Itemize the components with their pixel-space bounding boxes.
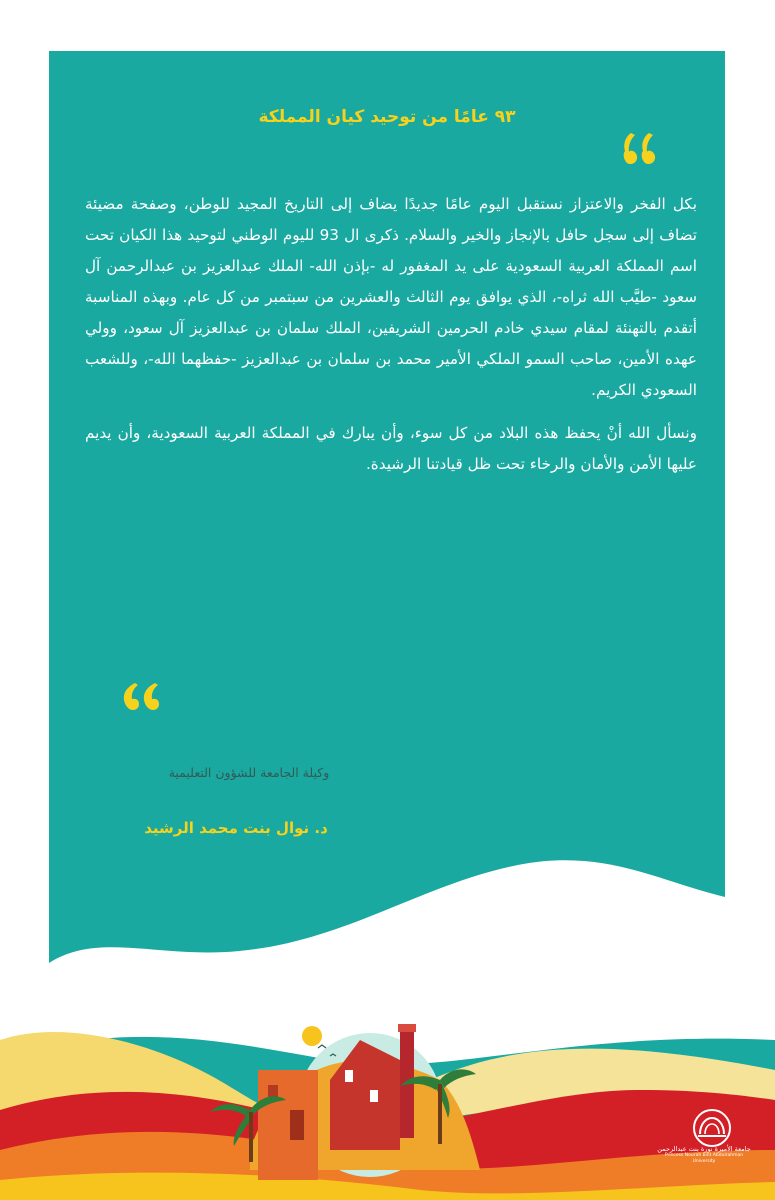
- page-title: ٩٣ عامًا من توحيد كيان المملكة: [258, 107, 516, 127]
- message-paragraph-2: ونسأل الله أنْ يحفظ هذه البلاد من كل سوء، وأن يبارك في المملكة العربية السعودية، وأن يديم عليها الأمن والأمان والرخاء تحت ظل قيادتنا الرشيدة.: [85, 424, 697, 473]
- opening-quote-icon: [619, 129, 669, 169]
- university-name-arabic: جامعة الأميرة نورة بنت عبدالرحمن: [657, 1145, 751, 1153]
- message-body: [85, 189, 697, 492]
- closing-quote-icon: [119, 679, 161, 715]
- message-paragraph-1: بكل الفخر والاعتزاز نستقبل اليوم عامًا جديدًا يضاف إلى التاريخ المجيد للوطن، وصفحة مضيئة تضاف إلى سجل حافل بالإنجاز والخير والسلام. ذكرى ال 93 لليوم الوطني لتوحيد هذا الكيان تحت اسم المملكة العربية السعودية على يد المغفور له -بإذن الله- الملك عبدالعزيز بن عبدالرحمن آل سعود -طيَّب الله ثراه-، الذي يوافق يوم الثالث والعشرين من سبتمبر من كل عام. وبهذه المناسبة أتقدم بالتهنئة لمقام سيدي خادم الحرمين الشريفين، الملك سلمان بن عبدالعزيز آل سعود، وولي عهده الأمين، صاحب السمو الملكي الأمير محمد بن سلمان بن عبدالعزيز -حفظهما الله-، وللشعب السعودي الكريم.: [85, 195, 698, 399]
- message-card: [49, 51, 725, 971]
- national-day-illustration: [0, 1000, 775, 1200]
- university-name-english: Princess Nourah bint Abdulrahman University: [664, 1153, 744, 1164]
- signatory-name: د. نوال بنت محمد الرشيد: [144, 819, 328, 837]
- signatory-role: وكيلة الجامعة للشؤون التعليمية: [168, 765, 330, 780]
